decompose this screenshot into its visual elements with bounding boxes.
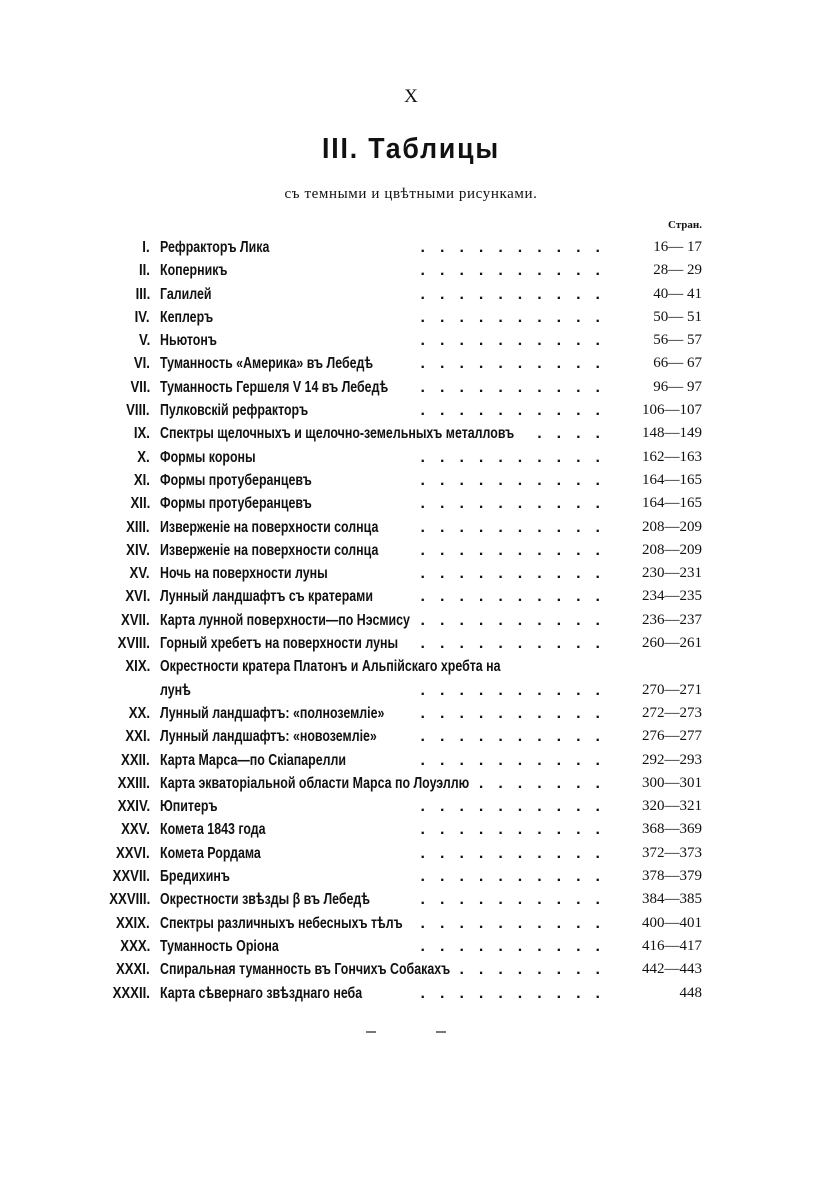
dot-leader: ..........: [420, 868, 615, 886]
page-range: 56— 57: [653, 332, 702, 349]
toc-row: [0, 399, 840, 422]
toc-row: [0, 982, 840, 1005]
plate-title: Окрестности кратера Платонъ и Альпійскаго хребта на: [160, 658, 501, 676]
dot-leader: ..........: [420, 285, 615, 303]
dot-leader: ..........: [420, 798, 615, 816]
plate-title: Карта экваторіальной области Марса по Лоуэллю: [160, 774, 470, 792]
page-range: 230—231: [642, 565, 702, 582]
plate-number: XII.: [130, 495, 150, 513]
toc-row: [0, 725, 840, 748]
page-range: 442—443: [642, 961, 702, 978]
toc-row: [0, 329, 840, 352]
dot-leader: ..........: [420, 844, 615, 862]
toc-row: [0, 539, 840, 562]
plate-number: XIX.: [125, 658, 150, 676]
plate-number: XXII.: [121, 751, 150, 769]
toc-row: [0, 492, 840, 515]
plate-number: V.: [138, 332, 150, 350]
dot-leader: ..........: [420, 914, 615, 932]
plate-title: Туманность Оріона: [160, 937, 279, 955]
toc-row: [0, 376, 840, 399]
toc-row: [0, 749, 840, 772]
plate-title: Туманность Гершеля V 14 въ Лебедѣ: [160, 378, 389, 396]
page-range: 164—165: [642, 471, 702, 488]
dot-leader: ..........: [420, 308, 615, 326]
plate-title: Лунный ландшафтъ: «полноземліе»: [160, 704, 385, 722]
plate-title: Ньютонъ: [160, 332, 217, 350]
plate-title: Пулковскій рефракторъ: [160, 402, 309, 420]
page-range: 208—209: [642, 518, 702, 535]
table-of-plates: [0, 236, 840, 1005]
page-range: 162—163: [642, 448, 702, 465]
page-range: 234—235: [642, 588, 702, 605]
plate-title: Горный хребетъ на поверхности луны: [160, 635, 399, 653]
toc-row: [0, 259, 840, 282]
plate-number: IX.: [133, 425, 150, 443]
page-range: 270—271: [642, 681, 702, 698]
plate-number: III.: [135, 285, 150, 303]
page-range: 96— 97: [653, 378, 702, 395]
dot-leader: ....: [537, 425, 615, 443]
plate-number: XXIX.: [116, 914, 150, 932]
plate-title: Спектры различныхъ небесныхъ тѣлъ: [160, 914, 403, 932]
plate-number: XVIII.: [117, 635, 150, 653]
page-range: 236—237: [642, 611, 702, 628]
toc-row: [0, 352, 840, 375]
plate-title: Комета 1843 года: [160, 821, 266, 839]
dot-leader: ..........: [420, 262, 615, 280]
toc-row: [0, 632, 840, 655]
dot-leader: ..........: [420, 821, 615, 839]
dot-leader: .......: [478, 774, 615, 792]
page-range: 164—165: [642, 495, 702, 512]
page-range: 372—373: [642, 844, 702, 861]
dot-leader: ..........: [420, 937, 615, 955]
dot-leader: ..........: [420, 891, 615, 909]
page-number: X: [404, 86, 418, 107]
section-subtitle: съ темными и цвѣтными рисунками.: [284, 186, 538, 202]
plate-number: XXVI.: [116, 844, 150, 862]
plate-number: XXVII.: [112, 868, 150, 886]
page-range: 16— 17: [653, 239, 702, 255]
plate-title: Юпитеръ: [160, 798, 218, 816]
toc-row: [0, 842, 840, 865]
plate-title: Кеплеръ: [160, 308, 214, 326]
plate-number: XVI.: [125, 588, 150, 606]
plate-title: Карта Марса—по Скіапарелли: [160, 751, 346, 769]
plate-title: Бредихинъ: [160, 868, 230, 886]
dot-leader: ..........: [420, 402, 615, 420]
toc-row: [0, 236, 840, 259]
page-range: 40— 41: [653, 285, 702, 302]
plate-title: Коперникъ: [160, 262, 228, 280]
plate-number: XXVIII.: [108, 891, 150, 909]
dot-leader: ..........: [420, 541, 615, 559]
plate-title: Изверженіе на поверхности солнца: [160, 541, 379, 559]
plate-number: VII.: [130, 378, 150, 396]
toc-row: [0, 912, 840, 935]
pages-column-header: Стран.: [667, 219, 702, 231]
footer-mark: [366, 1031, 376, 1033]
dot-leader: ..........: [420, 565, 615, 583]
plate-number: XXXI.: [116, 961, 150, 979]
plate-title: Формы протуберанцевъ: [160, 495, 312, 513]
page-range: 320—321: [642, 798, 702, 815]
plate-title: Карта сѣвернаго звѣзднаго неба: [160, 984, 363, 1002]
plate-number: XV.: [129, 565, 150, 583]
dot-leader: ..........: [420, 611, 615, 629]
plate-number: XXV.: [121, 821, 150, 839]
toc-row: [0, 865, 840, 888]
page-range: 384—385: [642, 891, 702, 908]
page-range: 66— 67: [653, 355, 702, 372]
plate-number: XXIV.: [117, 798, 150, 816]
page-range: 368—369: [642, 821, 702, 838]
page-range: 148—149: [642, 425, 702, 442]
plate-number: I.: [142, 239, 150, 256]
dot-leader: ........: [459, 961, 615, 979]
dot-leader: ..........: [420, 984, 615, 1002]
page-range: 106—107: [642, 402, 702, 419]
toc-row: [0, 702, 840, 725]
plate-number: XVII.: [121, 611, 150, 629]
toc-row: [0, 958, 840, 981]
toc-row: [0, 516, 840, 539]
toc-row: [0, 446, 840, 469]
plate-number: XI.: [133, 471, 150, 489]
plate-number: XXXII.: [112, 984, 150, 1002]
toc-row: [0, 795, 840, 818]
dot-leader: ..........: [420, 378, 615, 396]
page-range: 260—261: [642, 635, 702, 652]
footer-mark: [436, 1031, 446, 1033]
plate-number: XX.: [128, 704, 150, 722]
toc-row: [0, 609, 840, 632]
plate-number: II.: [139, 262, 150, 280]
plate-title: Галилей: [160, 285, 212, 303]
plate-title: Изверженіе на поверхности солнца: [160, 518, 379, 536]
dot-leader: ..........: [420, 471, 615, 489]
dot-leader: ..........: [420, 239, 615, 256]
toc-row: [0, 306, 840, 329]
plate-number: VI.: [133, 355, 150, 373]
plate-number: XXIII.: [117, 774, 150, 792]
page-range: 28— 29: [653, 262, 702, 279]
toc-row: [0, 585, 840, 608]
dot-leader: ..........: [420, 332, 615, 350]
dot-leader: ..........: [420, 448, 615, 466]
plate-number: X.: [137, 448, 150, 466]
toc-row: [0, 888, 840, 911]
plate-number: XIV.: [126, 541, 150, 559]
section-title: III. Таблицы: [322, 133, 500, 165]
toc-row: [0, 655, 840, 678]
page-range: 208—209: [642, 541, 702, 558]
page-range: 400—401: [642, 914, 702, 931]
plate-number: IV.: [135, 308, 150, 326]
page-range: 50— 51: [653, 308, 702, 325]
toc-row: [0, 679, 840, 702]
plate-title: Карта лунной поверхности—по Нэсмису: [160, 611, 410, 629]
plate-title: Ночь на поверхности луны: [160, 565, 328, 583]
page-range: 448: [679, 984, 702, 1001]
page-range: 300—301: [642, 774, 702, 791]
dot-leader: ..........: [420, 355, 615, 373]
plate-title: Комета Рордама: [160, 844, 261, 862]
page-range: 272—273: [642, 704, 702, 721]
plate-title: Окрестности звѣзды β въ Лебедѣ: [160, 891, 371, 909]
toc-row: [0, 772, 840, 795]
plate-title: Спиральная туманность въ Гончихъ Собакахъ: [160, 961, 451, 979]
plate-title: Спектры щелочныхъ и щелочно-земельныхъ металловъ: [160, 425, 515, 443]
toc-row: [0, 283, 840, 306]
plate-number: XXI.: [125, 728, 150, 746]
dot-leader: ..........: [420, 704, 615, 722]
plate-number: XXX.: [119, 937, 150, 955]
toc-row: [0, 935, 840, 958]
plate-title: Туманность «Америка» въ Лебедѣ: [160, 355, 374, 373]
plate-title: Рефракторъ Лика: [160, 239, 270, 256]
dot-leader: ..........: [420, 728, 615, 746]
dot-leader: ..........: [420, 588, 615, 606]
plate-title: Лунный ландшафтъ: «новоземліе»: [160, 728, 377, 746]
toc-row: [0, 469, 840, 492]
dot-leader: ..........: [420, 518, 615, 536]
toc-row: [0, 818, 840, 841]
page-range: 378—379: [642, 868, 702, 885]
dot-leader: ..........: [420, 681, 615, 699]
toc-row: [0, 422, 840, 445]
page-range: 416—417: [642, 937, 702, 954]
plate-title: лунѣ: [160, 681, 191, 699]
dot-leader: ..........: [420, 751, 615, 769]
plate-title: Формы короны: [160, 448, 256, 466]
plate-number: XIII.: [126, 518, 150, 536]
plate-number: VIII.: [126, 402, 150, 420]
plate-title: Формы протуберанцевъ: [160, 471, 312, 489]
toc-row: [0, 562, 840, 585]
plate-title: Лунный ландшафтъ съ кратерами: [160, 588, 373, 606]
dot-leader: ..........: [420, 635, 615, 653]
page-range: 292—293: [642, 751, 702, 768]
page-range: 276—277: [642, 728, 702, 745]
dot-leader: ..........: [420, 495, 615, 513]
